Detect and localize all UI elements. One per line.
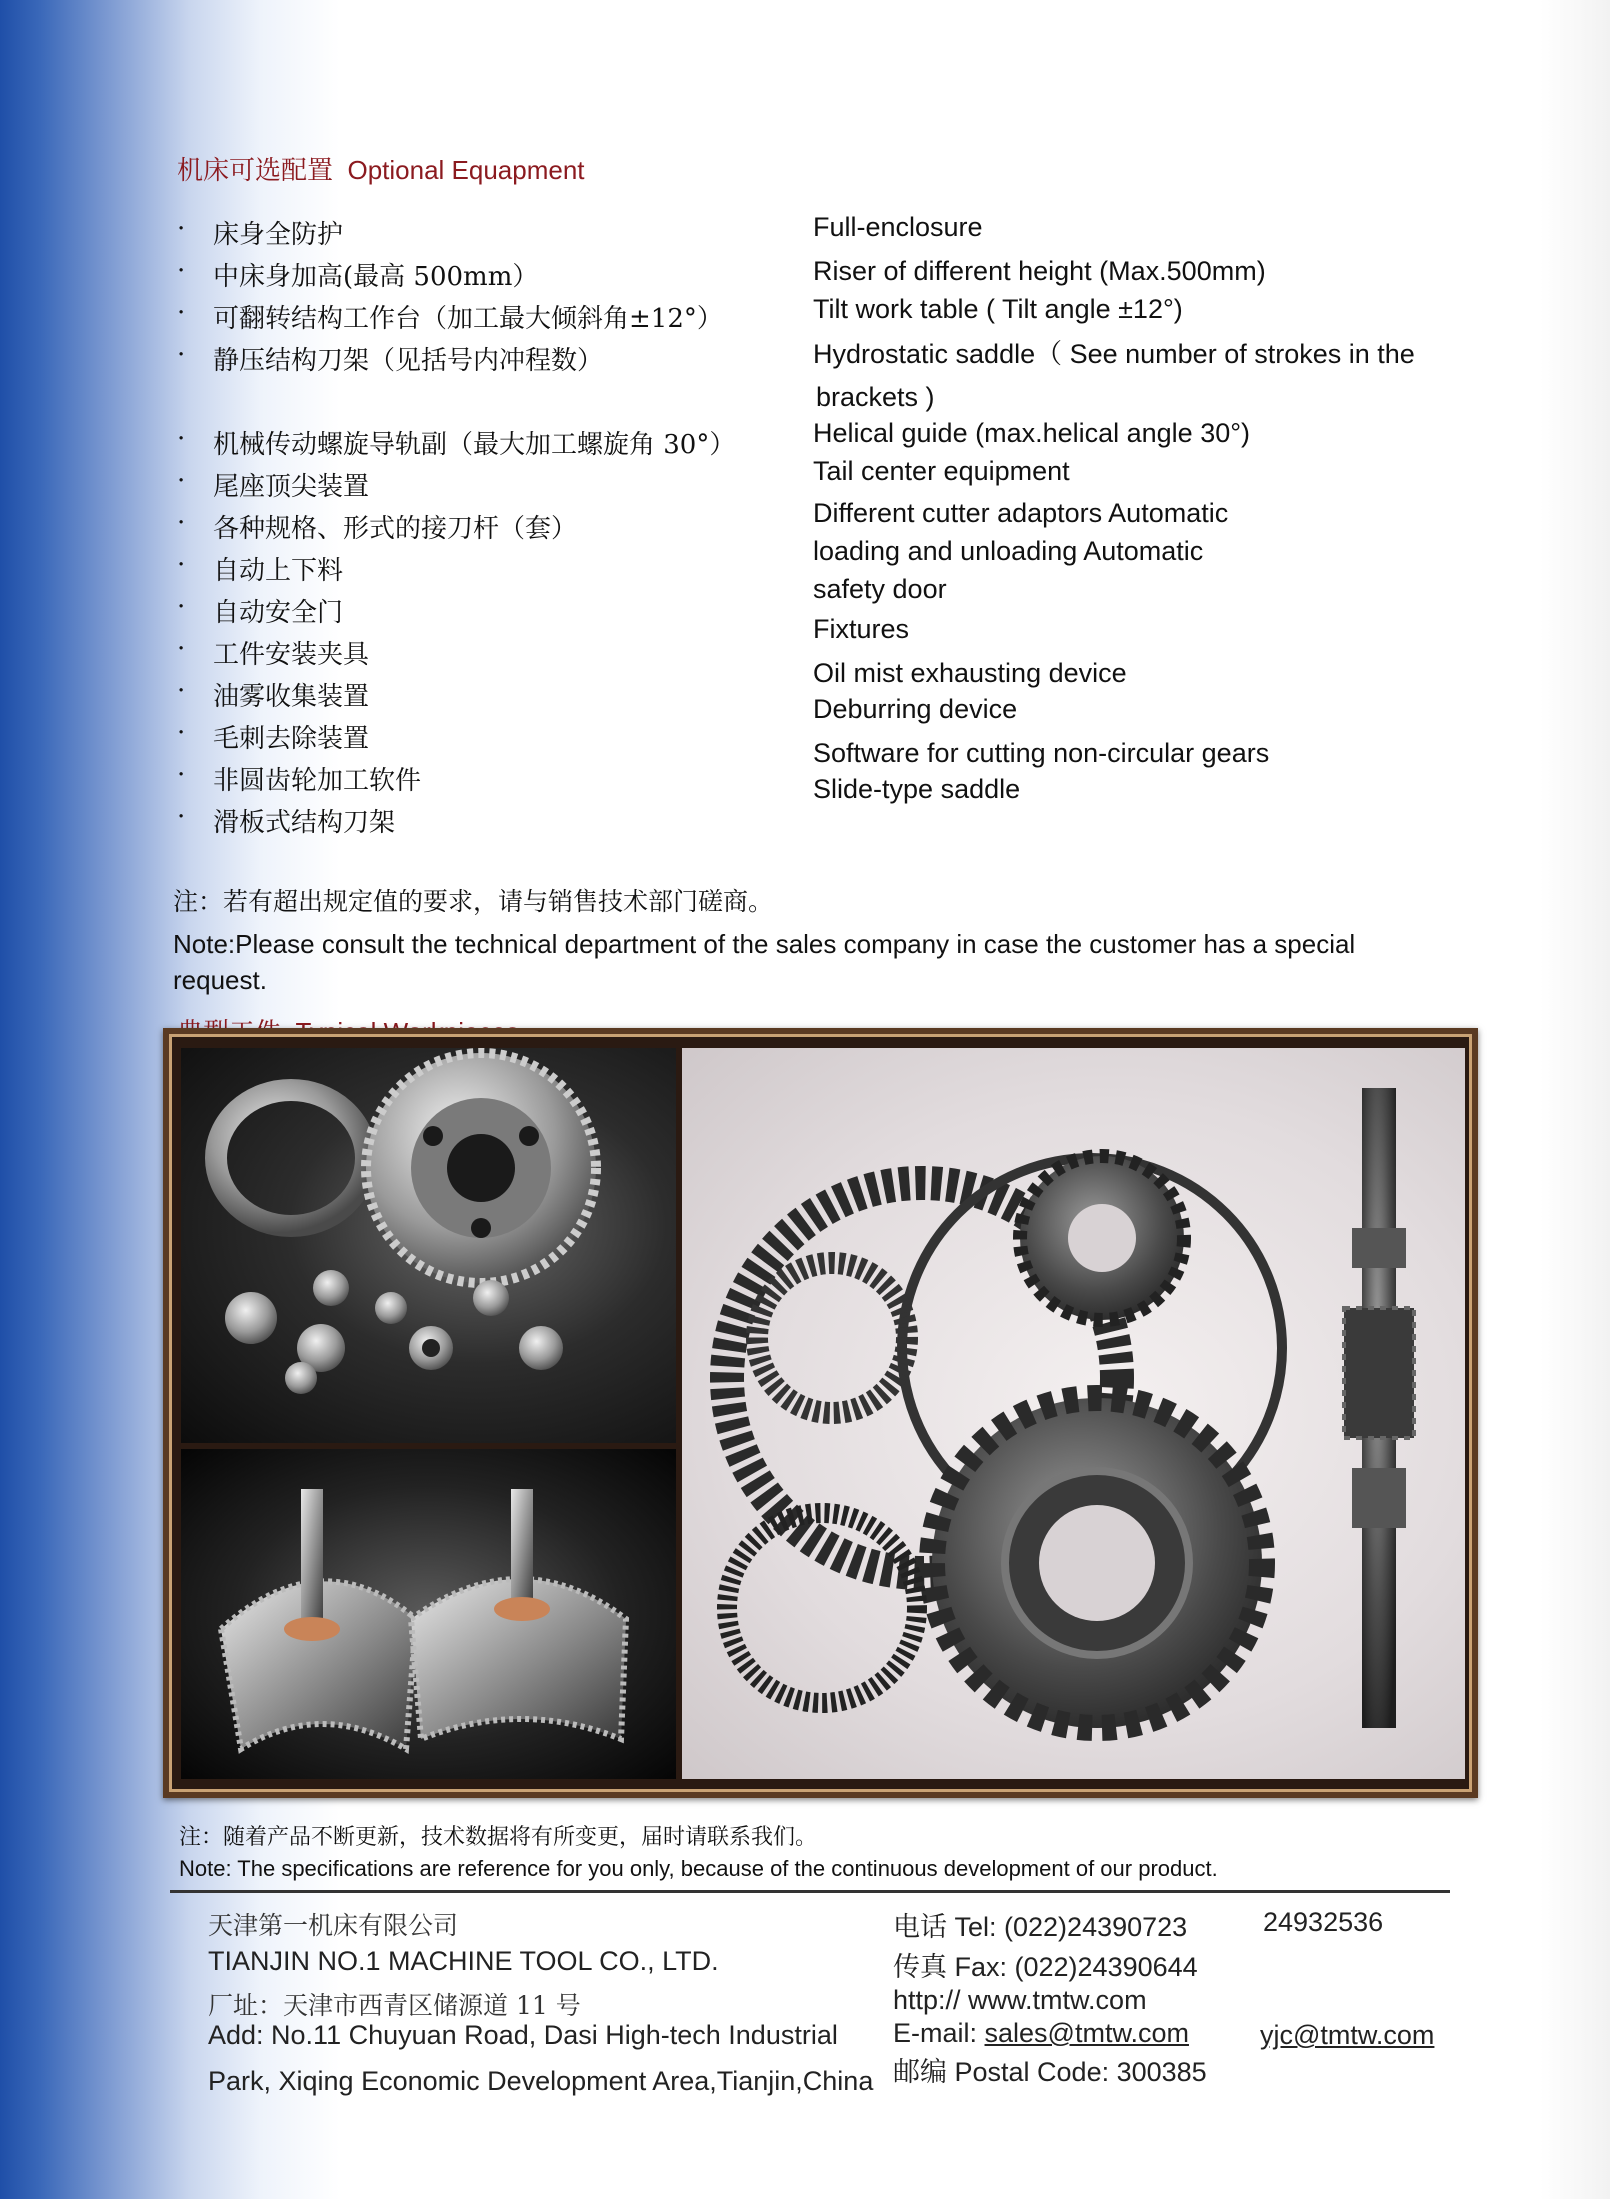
list-item: · 中床身加高(最高 500mm）	[177, 256, 539, 292]
note-cn: 注：若有超出规定值的要求，请与销售技术部门磋商。	[173, 887, 774, 916]
gear-icon	[181, 1048, 676, 1443]
list-item: Tilt work table ( Tilt angle ±12°)	[813, 294, 1183, 324]
list-item: Tail center equipment	[813, 456, 1070, 486]
footer-divider	[170, 1890, 1450, 1893]
postal-code: 邮编 Postal Code: 300385	[893, 2057, 1207, 2087]
list-item: · 静压结构刀架（见括号内冲程数）	[177, 340, 604, 376]
list-item: · 机械传动螺旋导轨副（最大加工螺旋角 30°）	[177, 424, 736, 460]
list-item: Hydrostatic saddle（ See number of strokes in the	[813, 339, 1415, 369]
email-link[interactable]: sales@tmtw.com	[984, 2018, 1189, 2048]
gear-icon	[682, 1048, 1465, 1779]
list-item: Software for cutting non-circular gears	[813, 738, 1270, 768]
list-item: Different cutter adaptors Automatic	[813, 498, 1229, 528]
gear-icon	[181, 1449, 676, 1779]
list-item: · 自动上下料	[177, 550, 344, 586]
list-item: brackets )	[816, 382, 935, 412]
tel-2: 24932536	[1263, 1907, 1384, 1937]
fax: 传真 Fax: (022)24390644	[893, 1952, 1198, 1982]
optional-title-en: Optional Equapment	[347, 155, 585, 185]
list-item: · 可翻转结构工作台（加工最大倾斜角±12°）	[177, 298, 723, 334]
note-en: Note:Please consult the technical department of the sales company in case the customer has a special request.	[173, 929, 1356, 995]
list-item: · 工件安装夹具	[177, 634, 370, 670]
list-item: Riser of different height (Max.500mm)	[813, 256, 1266, 286]
email-link-2[interactable]: yjc@tmtw.com	[1260, 2020, 1435, 2050]
list-item: Slide-type saddle	[813, 774, 1021, 804]
list-item: Helical guide (max.helical angle 30°)	[813, 418, 1251, 448]
list-item: loading and unloading Automatic	[813, 536, 1204, 566]
list-item: safety door	[813, 574, 947, 604]
address-en-line-2: Park, Xiqing Economic Development Area,Tianjin,China	[208, 2066, 874, 2096]
list-item: Fixtures	[813, 614, 910, 644]
email-line	[893, 2018, 1189, 2049]
workpieces-photo	[163, 1028, 1478, 1798]
website-link[interactable]: http:// www.tmtw.com	[893, 1985, 1147, 2015]
list-item: · 尾座顶尖装置	[177, 466, 370, 502]
list-item: Oil mist exhausting device	[813, 658, 1127, 688]
list-item: · 自动安全门	[177, 592, 344, 628]
gear-photo-right	[682, 1048, 1465, 1779]
company-name-cn: 天津第一机床有限公司	[208, 1911, 459, 1940]
list-item: · 各种规格、形式的接刀杆（套）	[177, 508, 578, 544]
optional-equipment-title	[177, 150, 585, 187]
list-item: · 床身全防护	[177, 214, 344, 250]
company-name-en: TIANJIN NO.1 MACHINE TOOL CO., LTD.	[208, 1946, 719, 1976]
spec-note-en: Note: The specifications are reference for you only, because of the continuous development of our product.	[179, 1856, 1218, 1881]
gear-photo-top-left	[181, 1048, 676, 1443]
address-cn: 厂址：天津市西青区储源道 11 号	[208, 1991, 581, 2020]
list-item: · 毛刺去除装置	[177, 718, 370, 754]
gear-photo-bottom-left	[181, 1449, 676, 1779]
spec-note-cn: 注：随着产品不断更新，技术数据将有所变更，届时请联系我们。	[179, 1825, 818, 1850]
list-item: Full-enclosure	[813, 212, 983, 242]
list-item: Deburring device	[813, 694, 1018, 724]
list-item: · 滑板式结构刀架	[177, 802, 396, 838]
address-en-line-1: Add: No.11 Chuyuan Road, Dasi High-tech Industrial	[208, 2020, 838, 2050]
optional-title-cn: 机床可选配置	[177, 156, 334, 186]
list-item: · 非圆齿轮加工软件	[177, 760, 422, 796]
email-label: E-mail:	[893, 2018, 985, 2048]
list-item: · 油雾收集装置	[177, 676, 370, 712]
tel: 电话 Tel: (022)24390723	[893, 1912, 1188, 1942]
